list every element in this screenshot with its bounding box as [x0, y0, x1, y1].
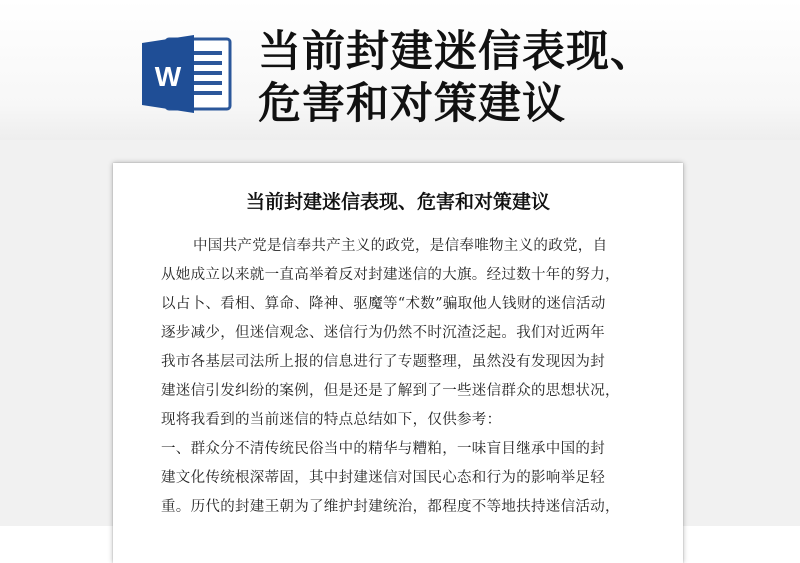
document-title: 当前封建迷信表现、危害和对策建议	[245, 191, 550, 213]
paragraph-line: 我市各基层司法所上报的信息进行了专题整理，虽然没有发现因为封	[161, 354, 605, 370]
paragraph-line: 现将我看到的当前迷信的特点总结如下，仅供参考：	[161, 412, 502, 428]
word-document-icon	[140, 33, 232, 115]
paragraph-line: 重。历代的封建王朝为了维护封建统治，都程度不等地扶持迷信活动，	[161, 499, 620, 515]
banner-title	[258, 26, 788, 130]
paragraph-line: 逐步减少，但迷信观念、迷信行为仍然不时沉渣泛起。我们对近两年	[161, 325, 605, 341]
header-banner	[0, 0, 800, 140]
paragraph-line: 一、群众分不清传统民俗当中的精华与糟粕，一味盲目继承中国的封	[161, 441, 605, 457]
banner-title-line-2: 危害和对策建议	[258, 79, 566, 129]
word-icon-letter: W	[154, 61, 182, 92]
paragraph-line: 以占卜、看相、算命、降神、驱魔等“术数”骗取他人钱财的迷信活动	[161, 296, 606, 312]
paragraph-line: 从她成立以来就一直高举着反对封建迷信的大旗。经过数十年的努力，	[161, 267, 620, 283]
banner-title-line-1: 当前封建迷信表现、	[258, 27, 654, 77]
document-page	[113, 163, 683, 563]
paragraph-line: 中国共产党是信奉共产主义的政党，是信奉唯物主义的政党，自	[193, 238, 608, 254]
paragraph-line: 建迷信引发纠纷的案例，但是还是了解到了一些迷信群众的思想状况，	[161, 383, 620, 399]
paragraph-line: 建文化传统根深蒂固，其中封建迷信对国民心态和行为的影响举足轻	[161, 470, 605, 486]
